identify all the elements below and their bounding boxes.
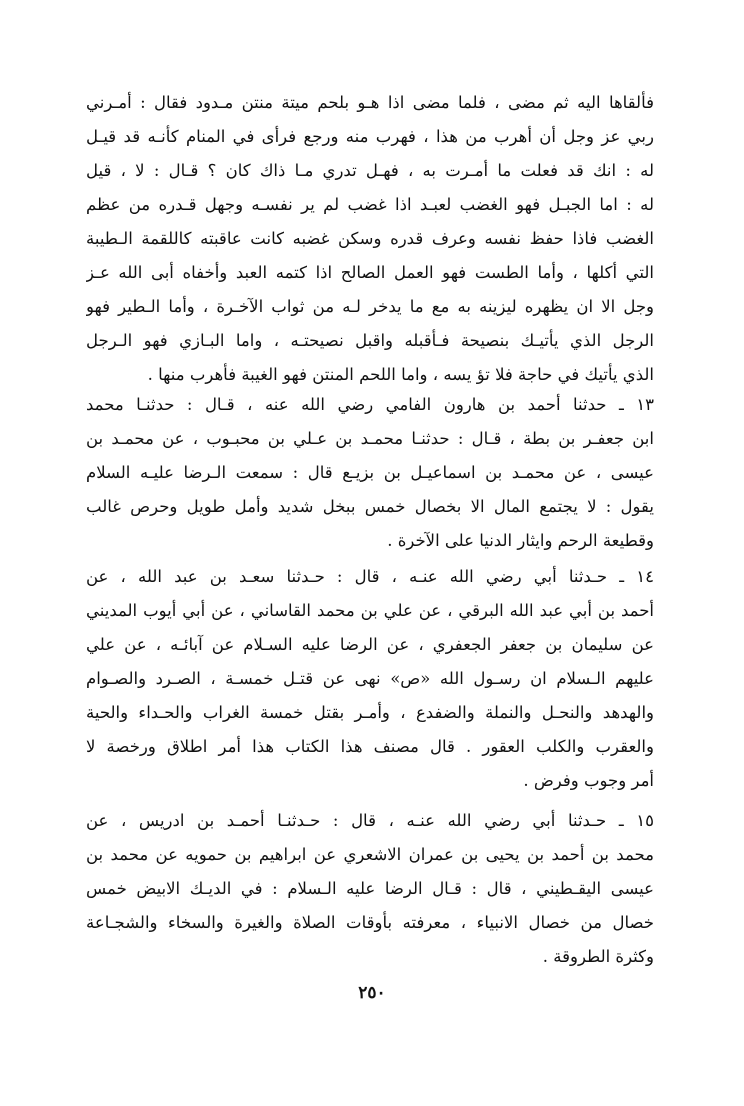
text-line: الغضب فاذا حفظ نفسه وعرف قدره وسكن غضبه كانت عاقبته كاللقمة الـطيبة: [86, 229, 654, 248]
text-line: الذي يأتيك في حاجة فلا تؤ يسه ، واما اللحم المنتن فهو الغيبة فأهرب منها .: [147, 365, 654, 384]
text-line: له : انك قد فعلت ما أمـرت به ، فهـل تدري مـا ذاك كان ؟ قـال : لا ، قيل: [86, 161, 654, 180]
text-line: يقول : لا يجتمع المال الا بخصال خمس ببخل شديد وأمل طويل وحرص غالب: [86, 497, 654, 516]
hadith-15: [86, 804, 654, 974]
text-line: عيسى ، عن محمـد بن اسماعيـل بن بزيـع قال : سمعت الـرضا عليـه السلام: [86, 463, 654, 482]
text-line: والعقرب والكلب العقور . قال مصنف هذا الكتاب هذا أمر اطلاق ورخصة لا: [86, 737, 654, 756]
text-line: ١٣ ـ حدثنا أحمد بن هارون الفامي رضي الله عنه ، قـال : حدثنـا محمد: [86, 395, 654, 414]
text-line: له : اما الجبـل فهو الغضب لعبـد اذا غضب لم ير نفسـه وجهل قـدره من عظم: [86, 195, 654, 214]
text-line: ١٥ ـ حـدثنا أبي رضي الله عنـه ، قال : حـدثنـا أحمـد بن ادريس ، عن: [86, 811, 654, 830]
text-line: خصال من خصال الانبياء ، معرفته بأوقات الصلاة والغيرة والسخاء والشجـاعة: [86, 913, 654, 932]
text-line: والهدهد والنحـل والنملة والضفدع ، وأمـر بقتل خمسة الغراب والحـداء والحية: [86, 703, 654, 722]
text-line: وجل الا ان يظهره ليزينه به مع ما يدخر لـه من ثواب الآخـرة ، وأما الـطير فهو: [86, 297, 654, 316]
hadith-14: [86, 560, 654, 798]
hadith-13: [86, 388, 654, 558]
text-line: عليهم الـسلام ان رسـول الله «ص» نهى عن قتـل خمسـة ، الصـرد والصـوام: [86, 669, 654, 688]
text-line: فألقاها اليه ثم مضى ، فلما مضى اذا هـو بلحم ميتة منتن مـدود فقال : أمـرني: [86, 93, 654, 112]
text-line: ١٤ ـ حـدثنا أبي رضي الله عنـه ، قال : حـدثنا سعـد بن عبد الله ، عن: [86, 567, 654, 586]
text-line: أمر وجوب وفرض .: [523, 771, 654, 790]
text-line: وكثرة الطروقة .: [542, 947, 654, 966]
text-line: أحمد بن أبي عبد الله البرقي ، عن علي بن محمد القاساني ، عن أبي أيوب المديني: [86, 601, 654, 620]
text-line: ربي عز وجل أن أهرب من هذا ، فهرب منه ورجع فرأى في المنام كأنـه قد قيـل: [86, 127, 654, 146]
text-line: عن سليمان بن جعفر الجعفري ، عن الرضا عليه السـلام عن آبائـه ، عن علي: [86, 635, 654, 654]
text-line: عيسى اليقـطيني ، قال : قـال الرضا عليه الـسلام : في الديـك الابيض خمس: [86, 879, 654, 898]
text-line: ابن جعفـر بن بطة ، قـال : حدثنـا محمـد بن عـلي بن محبـوب ، عن محمـد بن: [86, 429, 654, 448]
paragraph-continuation: [86, 86, 654, 392]
page-number: ٢٥٠: [358, 983, 386, 1003]
text-line: الرجل الذي يأتيـك بنصيحة فـأقبله واقبل نصيحتـه ، واما البـازي فهو الـرجل: [86, 331, 654, 350]
text-line: التي أكلها ، وأما الطست فهو العمل الصالح اذا كتمه العبد وأخفاه أبى الله عـز: [86, 263, 654, 282]
text-line: وقطيعة الرحم وايثار الدنيا على الآخرة .: [387, 531, 654, 550]
text-line: محمد بن أحمد بن يحيى بن عمران الاشعري عن ابراهيم بن حمويه عن محمد بن: [86, 845, 654, 864]
